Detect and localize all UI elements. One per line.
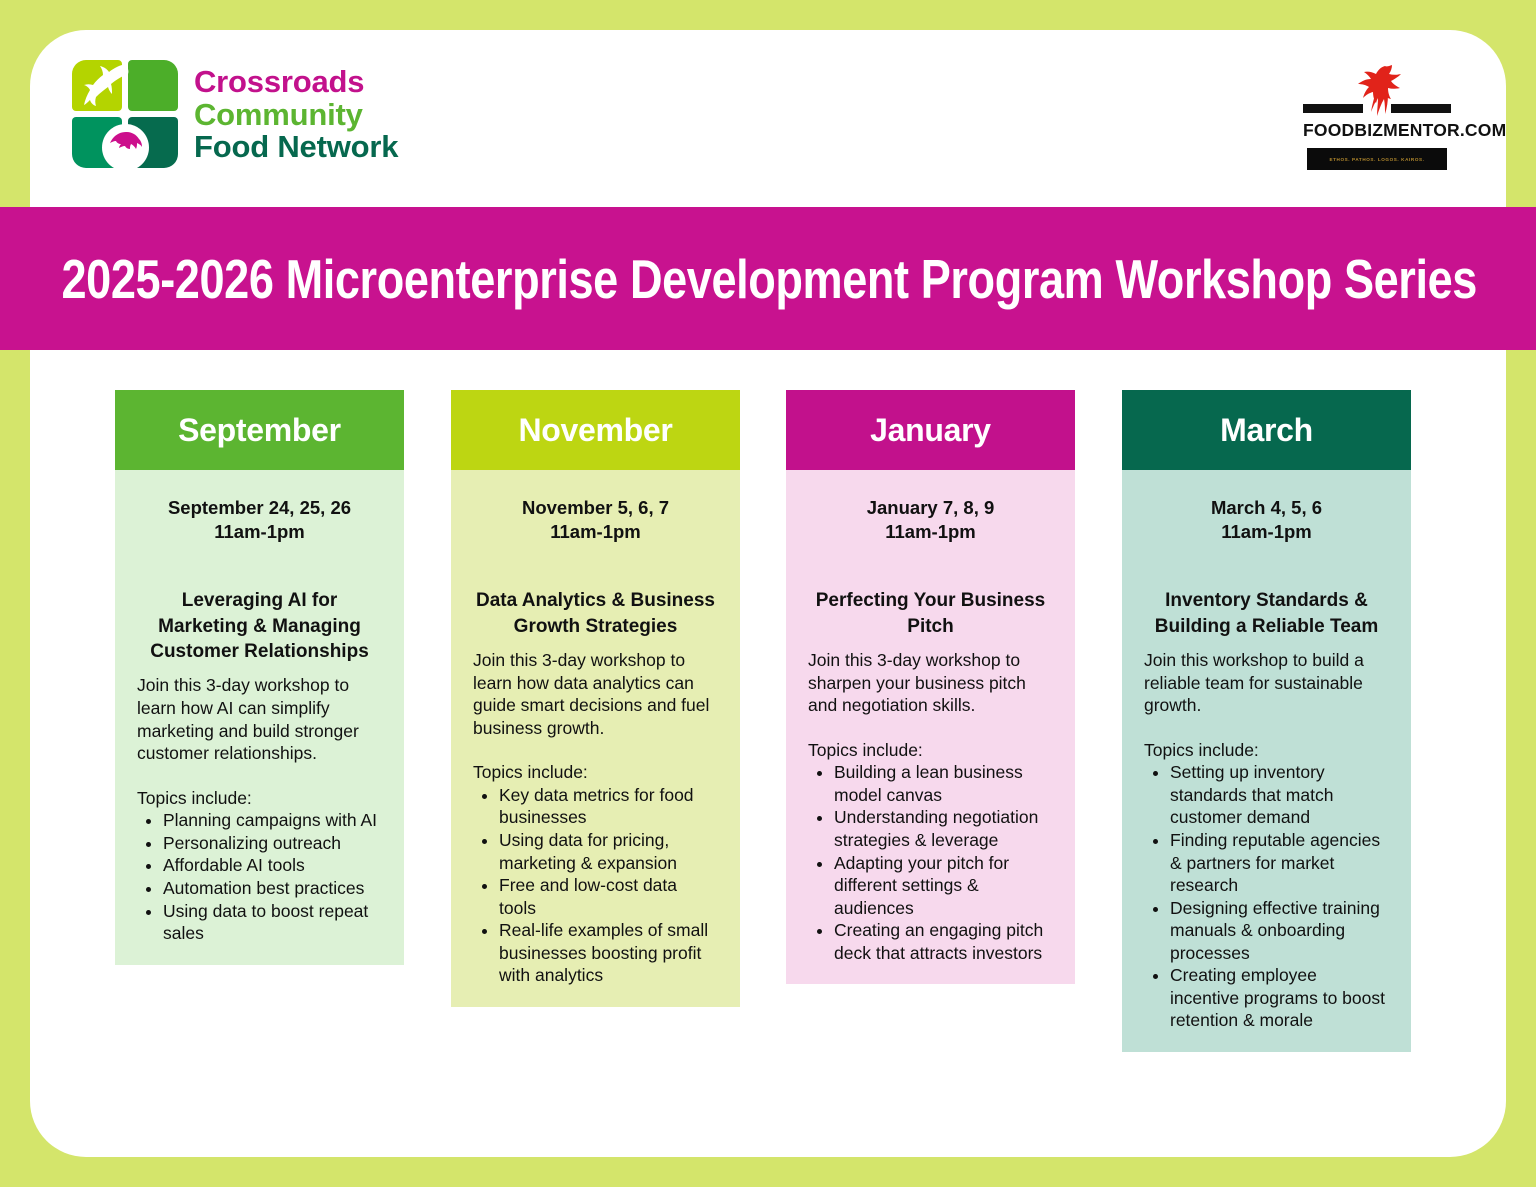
topic-item: • Personalizing outreach	[163, 832, 382, 855]
description-september: Join this 3-day workshop to learn how AI can simplify marketing and build stronger customer relationships.	[137, 675, 359, 764]
topics-label-january: Topics include:	[808, 739, 923, 760]
workshop-column-january	[786, 390, 1075, 984]
topics-label-november: Topics include:	[473, 762, 588, 783]
column-header-march: March	[1122, 390, 1411, 470]
dates-november: November 5, 6, 7 11am-1pm	[521, 497, 670, 543]
logo-quadrant-top-right	[128, 60, 178, 111]
foodbizmentor-tagline-banner	[1307, 148, 1447, 170]
workshop-column-march	[1122, 390, 1411, 1052]
topic-item: • Using data to boost repeat sales	[163, 900, 382, 945]
topic-item: • Planning campaigns with AI	[163, 809, 382, 832]
column-header-november: November	[451, 390, 740, 470]
column-body-november	[451, 470, 740, 1007]
logo-line-community: Community	[194, 96, 363, 132]
column-body-march	[1122, 470, 1411, 1052]
topics-label-september: Topics include:	[137, 787, 252, 808]
title-banner	[0, 207, 1536, 350]
column-body-september	[115, 470, 404, 965]
topic-item: • Adapting your pitch for different settings & audiences	[834, 852, 1053, 920]
logo-rule-right	[1391, 104, 1451, 113]
topic-item: • Finding reputable agencies & partners for market research	[1170, 829, 1389, 897]
topic-item: • Free and low-cost data tools	[499, 874, 718, 919]
topics-list-january	[808, 761, 1053, 964]
topic-item: • Using data for pricing, marketing & expansion	[499, 829, 718, 874]
logo-line-crossroads: Crossroads	[194, 63, 365, 99]
crossroads-wordmark	[194, 63, 399, 165]
topics-list-march	[1144, 761, 1389, 1032]
leaf-icon	[76, 63, 134, 113]
topic-item: • Key data metrics for food businesses	[499, 784, 718, 829]
column-header-september: September	[115, 390, 404, 470]
dates-march: March 4, 5, 6 11am-1pm	[1210, 497, 1323, 543]
crossroads-community-food-network-logo	[72, 60, 398, 170]
beet-icon	[108, 130, 144, 156]
topic-item: • Real-life examples of small businesses boosting profit with analytics	[499, 919, 718, 987]
workshop-column-september	[115, 390, 404, 965]
topic-item: • Creating employee incentive programs to boost retention & morale	[1170, 964, 1389, 1032]
logo-line-food-network: Food Network	[194, 129, 399, 165]
workshop-title-january: Perfecting Your Business Pitch	[815, 590, 1046, 637]
foodbizmentor-wordmark: FOODBIZMENTOR.COM	[1303, 120, 1506, 140]
crossroads-logo-mark-icon	[72, 60, 180, 170]
workshop-title-september: Leveraging AI for Marketing & Managing Customer Relationships	[150, 590, 369, 662]
page-title: 2025-2026 Microenterprise Development Program Workshop Series	[61, 247, 1477, 310]
topics-list-september	[137, 809, 382, 944]
description-march: Join this workshop to build a reliable team for sustainable growth.	[1144, 650, 1364, 716]
foodbizmentor-tagline: ETHOS. PATHOS. LOGOS. KAIROS.	[1329, 156, 1425, 162]
column-header-january: January	[786, 390, 1075, 470]
topic-item: • Building a lean business model canvas	[834, 761, 1053, 806]
dates-january: January 7, 8, 9 11am-1pm	[866, 497, 995, 543]
topic-item: • Creating an engaging pitch deck that attracts investors	[834, 919, 1053, 964]
workshop-title-march: Inventory Standards & Building a Reliable Team	[1154, 590, 1379, 637]
topics-label-march: Topics include:	[1144, 739, 1259, 760]
topic-item: • Setting up inventory standards that match customer demand	[1170, 761, 1389, 829]
topics-list-november	[473, 784, 718, 987]
workshop-title-november: Data Analytics & Business Growth Strategies	[476, 590, 715, 637]
logo-band	[30, 30, 1506, 207]
column-body-january	[786, 470, 1075, 984]
topic-item: • Affordable AI tools	[163, 854, 382, 877]
workshop-column-november	[451, 390, 740, 1007]
description-january: Join this 3-day workshop to sharpen your business pitch and negotiation skills.	[808, 650, 1026, 716]
description-november: Join this 3-day workshop to learn how data analytics can guide smart decisions and fuel business growth.	[473, 650, 710, 738]
dates-september: September 24, 25, 26 11am-1pm	[167, 497, 352, 543]
phoenix-bird-icon	[1345, 64, 1411, 126]
topic-item: • Understanding negotiation strategies & leverage	[834, 806, 1053, 851]
topic-item: • Designing effective training manuals & onboarding processes	[1170, 897, 1389, 965]
workshop-columns	[0, 390, 1536, 1135]
topic-item: • Automation best practices	[163, 877, 382, 900]
foodbizmentor-logo	[1303, 64, 1506, 172]
logo-rule-left	[1303, 104, 1363, 113]
